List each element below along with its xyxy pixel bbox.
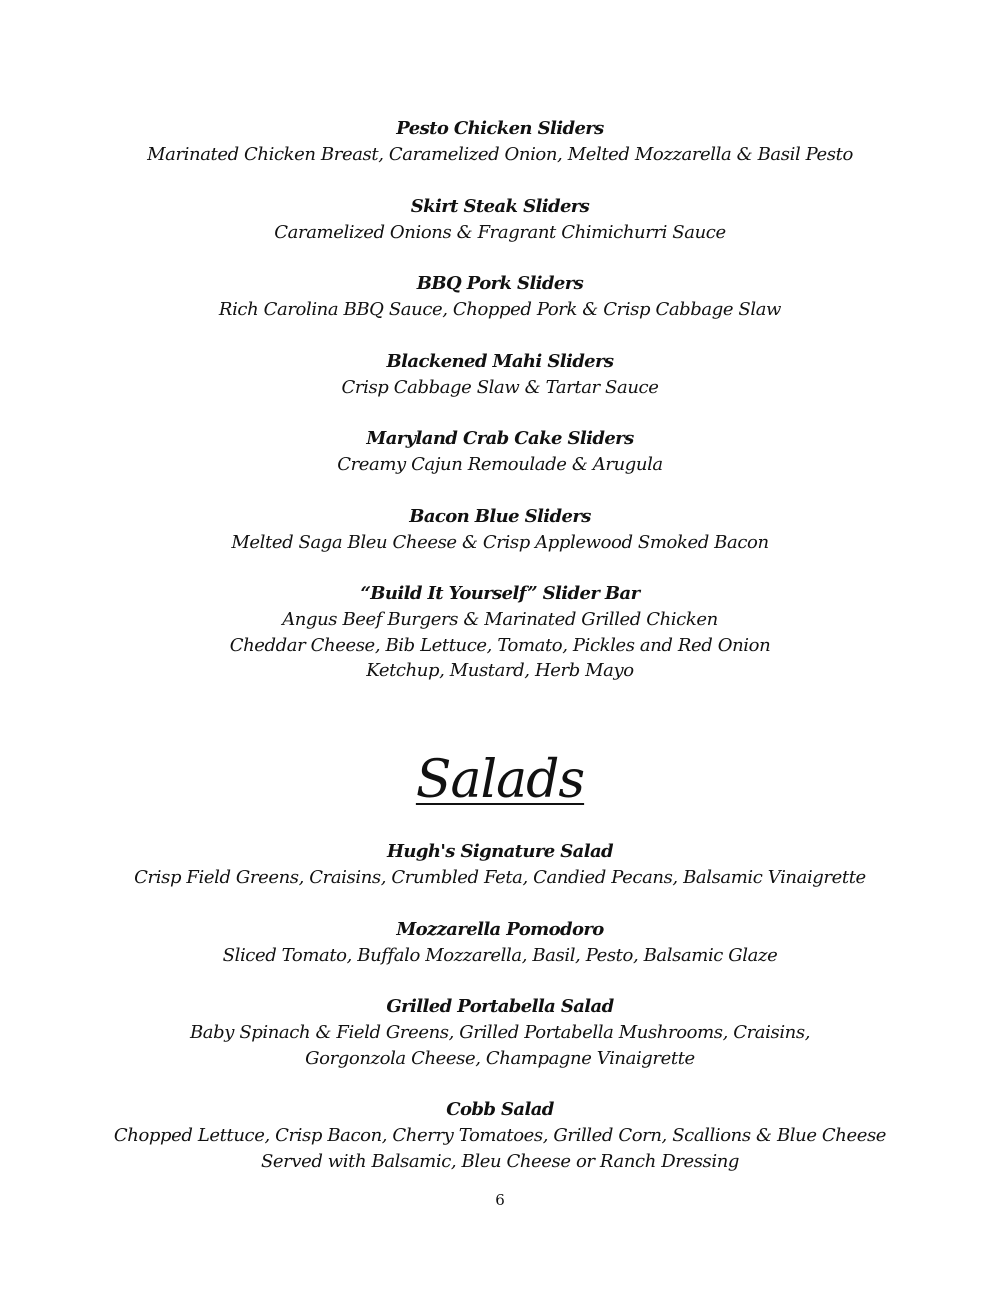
section-title [0, 748, 1000, 812]
item-description: Served with Balsamic, Bleu Cheese or Ranch Dressing [260, 1150, 740, 1172]
item-description: Melted Saga Bleu Cheese & Crisp Applewood Smoked Bacon [231, 531, 769, 553]
item-name: Hugh's Signature Salad [386, 841, 613, 862]
item-description: Creamy Cajun Remoulade & Arugula [337, 454, 663, 475]
item-description: Baby Spinach & Field Greens, Grilled Portabella Mushrooms, Craisins, [189, 1022, 811, 1043]
item-name: “Build It Yourself” Slider Bar [360, 583, 640, 604]
item-name: Grilled Portabella Salad [386, 996, 614, 1017]
item-name: Bacon Blue Sliders [409, 505, 591, 527]
menu-item [0, 271, 1000, 323]
item-name: Cobb Salad [446, 1099, 554, 1120]
menu-item [0, 426, 1000, 478]
item-name: Maryland Crab Cake Sliders [366, 428, 634, 449]
item-description: Angus Beef Burgers & Marinated Grilled Chicken [282, 609, 718, 630]
item-description: Cheddar Cheese, Bib Lettuce, Tomato, Pickles and Red Onion [229, 634, 771, 656]
menu-item [0, 917, 1000, 969]
menu-item [0, 349, 1000, 401]
item-description: Marinated Chicken Breast, Caramelized Onion, Melted Mozzarella & Basil Pesto [147, 144, 853, 165]
item-description: Ketchup, Mustard, Herb Mayo [366, 660, 634, 681]
menu-item [0, 1097, 1000, 1174]
item-name: BBQ Pork Sliders [416, 273, 584, 294]
item-name: Skirt Steak Sliders [410, 195, 590, 217]
item-name: Mozzarella Pomodoro [396, 918, 604, 940]
item-description: Sliced Tomato, Buffalo Mozzarella, Basil, Pesto, Balsamic Glaze [222, 944, 778, 966]
item-name: Blackened Mahi Sliders [386, 350, 614, 372]
item-description: Rich Carolina BBQ Sauce, Chopped Pork & Crisp Cabbage Slaw [218, 299, 782, 320]
menu-item [0, 994, 1000, 1071]
salads-section [0, 839, 1000, 1200]
menu-item [0, 194, 1000, 246]
sliders-section [0, 116, 1000, 710]
menu-item [0, 839, 1000, 891]
section-title-text: Salads [415, 750, 585, 810]
page-number: 6 [495, 1191, 505, 1209]
item-description: Gorgonzola Cheese, Champagne Vinaigrette [305, 1047, 695, 1069]
menu-item [0, 504, 1000, 556]
item-description: Crisp Cabbage Slaw & Tartar Sauce [341, 376, 659, 398]
menu-item [0, 116, 1000, 168]
item-description: Caramelized Onions & Fragrant Chimichurri Sauce [274, 221, 726, 243]
item-name: Pesto Chicken Sliders [396, 118, 604, 139]
item-description: Chopped Lettuce, Crisp Bacon, Cherry Tomatoes, Grilled Corn, Scallions & Blue Cheese [113, 1125, 887, 1146]
item-description: Crisp Field Greens, Craisins, Crumbled Feta, Candied Pecans, Balsamic Vinaigrette [134, 867, 866, 888]
menu-item [0, 581, 1000, 684]
